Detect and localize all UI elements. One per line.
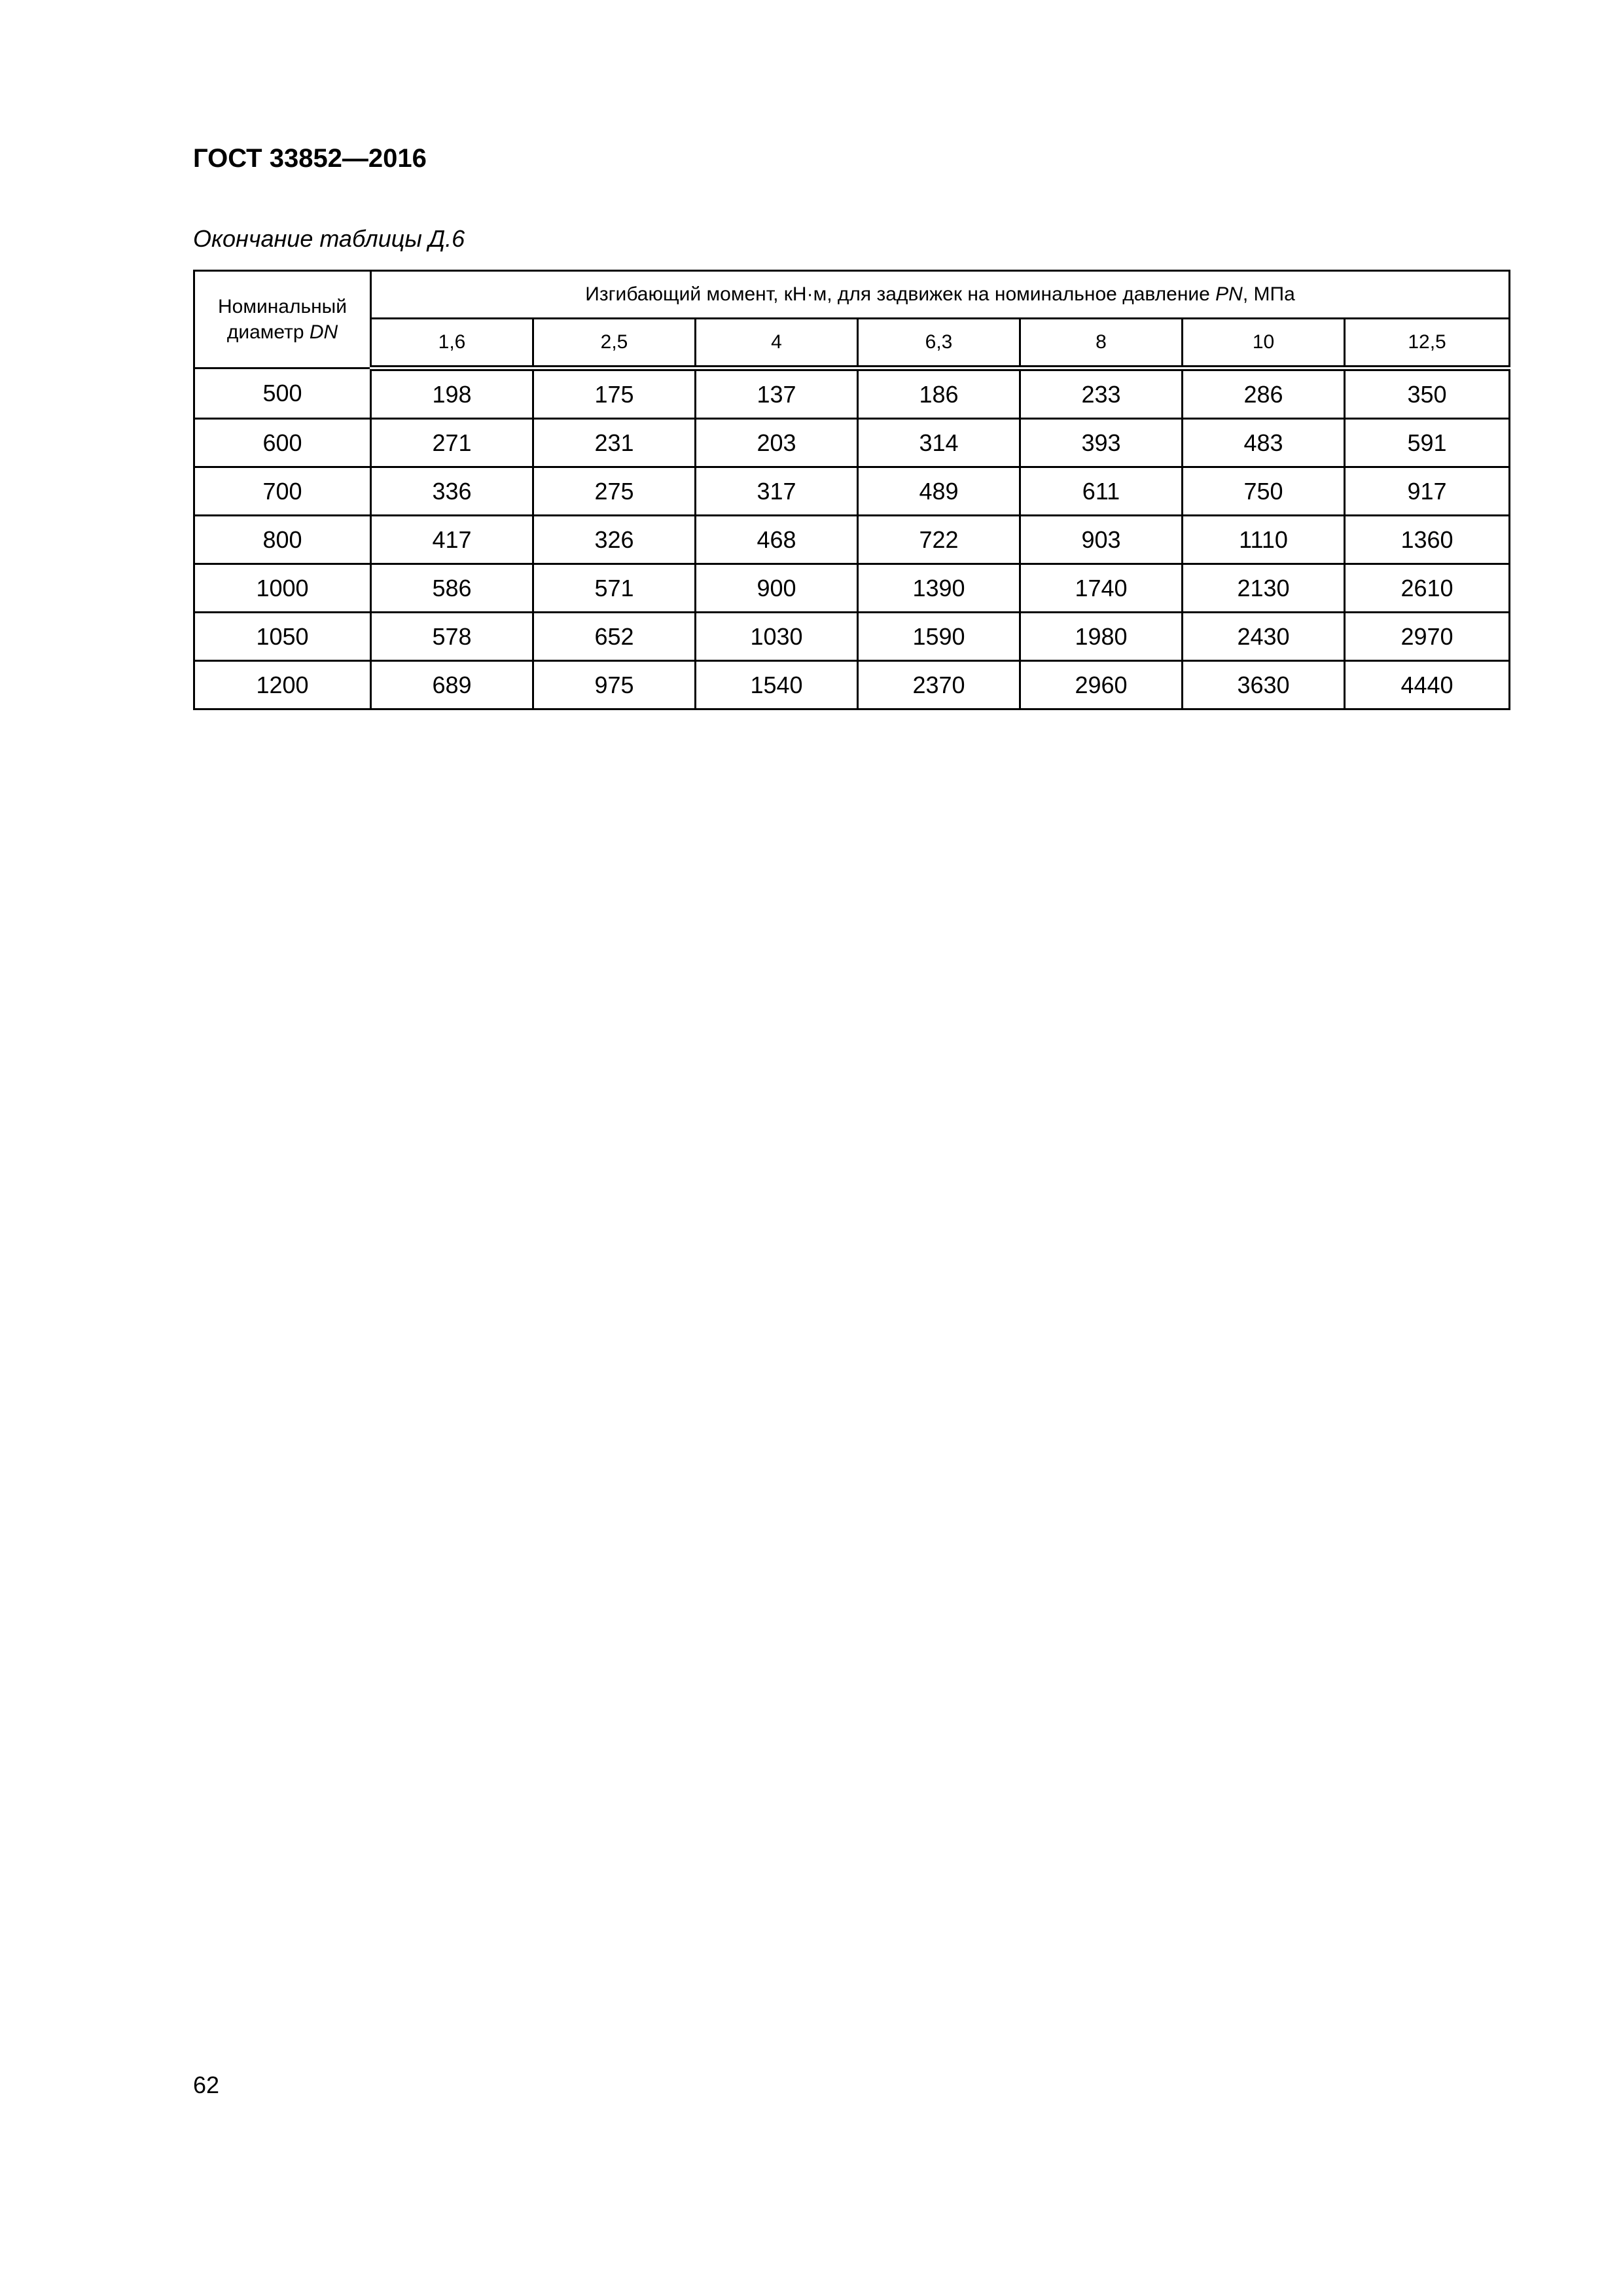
bending-moment-cell: 275 bbox=[533, 467, 696, 516]
bending-moment-cell: 483 bbox=[1183, 419, 1345, 467]
bending-moment-cell: 578 bbox=[371, 613, 533, 661]
table-body bbox=[194, 368, 1510, 709]
bending-moment-cell: 2960 bbox=[1020, 661, 1183, 709]
bending-moment-cell: 1110 bbox=[1183, 516, 1345, 564]
dn-symbol: DN bbox=[309, 321, 338, 343]
table-row bbox=[194, 661, 1510, 709]
nominal-diameter-cell: 800 bbox=[194, 516, 371, 564]
bending-moment-cell: 393 bbox=[1020, 419, 1183, 467]
table-row bbox=[194, 516, 1510, 564]
bending-moment-cell: 468 bbox=[696, 516, 858, 564]
table-row bbox=[194, 467, 1510, 516]
table-row bbox=[194, 613, 1510, 661]
bending-moment-cell: 271 bbox=[371, 419, 533, 467]
nominal-diameter-cell: 600 bbox=[194, 419, 371, 467]
bending-moment-cell: 1360 bbox=[1345, 516, 1510, 564]
pressure-header-cell: 8 bbox=[1020, 319, 1183, 368]
bending-moment-header-text: Изгибающий момент, кН·м, для задвижек на номинальное давление bbox=[585, 283, 1216, 305]
bending-moment-cell: 489 bbox=[858, 467, 1020, 516]
table-row bbox=[194, 564, 1510, 613]
pressure-header-cell: 1,6 bbox=[371, 319, 533, 368]
bending-moment-cell: 314 bbox=[858, 419, 1020, 467]
bending-moment-cell: 2130 bbox=[1183, 564, 1345, 613]
bending-moment-cell: 175 bbox=[533, 368, 696, 419]
nominal-diameter-cell: 1050 bbox=[194, 613, 371, 661]
pressure-header-cell: 2,5 bbox=[533, 319, 696, 368]
bending-moment-cell: 317 bbox=[696, 467, 858, 516]
bending-moment-cell: 611 bbox=[1020, 467, 1183, 516]
nominal-diameter-cell: 1000 bbox=[194, 564, 371, 613]
table-row bbox=[194, 419, 1510, 467]
bending-moment-cell: 1740 bbox=[1020, 564, 1183, 613]
bending-moment-cell: 233 bbox=[1020, 368, 1183, 419]
bending-moment-cell: 722 bbox=[858, 516, 1020, 564]
bending-moment-cell: 203 bbox=[696, 419, 858, 467]
nominal-diameter-header-line1: Номинальный bbox=[217, 296, 347, 317]
bending-moment-cell: 917 bbox=[1345, 467, 1510, 516]
bending-moment-cell: 591 bbox=[1345, 419, 1510, 467]
bending-moment-cell: 417 bbox=[371, 516, 533, 564]
bending-moment-header bbox=[371, 271, 1510, 319]
bending-moment-cell: 350 bbox=[1345, 368, 1510, 419]
nominal-diameter-cell: 700 bbox=[194, 467, 371, 516]
page-number: 62 bbox=[193, 2072, 220, 2098]
bending-moment-cell: 326 bbox=[533, 516, 696, 564]
bending-moment-cell: 2610 bbox=[1345, 564, 1510, 613]
bending-moment-cell: 198 bbox=[371, 368, 533, 419]
bending-moment-cell: 903 bbox=[1020, 516, 1183, 564]
bending-moment-cell: 1590 bbox=[858, 613, 1020, 661]
bending-moment-cell: 571 bbox=[533, 564, 696, 613]
table-caption: Окончание таблицы Д.6 bbox=[193, 225, 465, 252]
pressure-header-cell: 12,5 bbox=[1345, 319, 1510, 368]
bending-moment-cell: 231 bbox=[533, 419, 696, 467]
bending-moment-table bbox=[193, 270, 1510, 710]
bending-moment-cell: 975 bbox=[533, 661, 696, 709]
pressure-header-cell: 4 bbox=[696, 319, 858, 368]
bending-moment-cell: 286 bbox=[1183, 368, 1345, 419]
bending-moment-cell: 3630 bbox=[1183, 661, 1345, 709]
pressure-header-cell: 10 bbox=[1183, 319, 1345, 368]
document-code: ГОСТ 33852—2016 bbox=[193, 144, 427, 173]
nominal-diameter-header bbox=[194, 271, 371, 368]
pressure-header-row bbox=[194, 319, 1510, 368]
bending-moment-cell: 137 bbox=[696, 368, 858, 419]
table-row bbox=[194, 368, 1510, 419]
bending-moment-cell: 652 bbox=[533, 613, 696, 661]
pressure-header-cell: 6,3 bbox=[858, 319, 1020, 368]
bending-moment-cell: 750 bbox=[1183, 467, 1345, 516]
bending-moment-cell: 689 bbox=[371, 661, 533, 709]
nominal-diameter-header-line2: диаметр bbox=[226, 321, 310, 343]
bending-moment-cell: 1980 bbox=[1020, 613, 1183, 661]
pn-symbol: PN bbox=[1215, 283, 1243, 305]
bending-moment-cell: 1540 bbox=[696, 661, 858, 709]
bending-moment-cell: 2370 bbox=[858, 661, 1020, 709]
nominal-diameter-cell: 1200 bbox=[194, 661, 371, 709]
bending-moment-header-unit: , МПа bbox=[1242, 283, 1295, 305]
bending-moment-cell: 1030 bbox=[696, 613, 858, 661]
bending-moment-cell: 4440 bbox=[1345, 661, 1510, 709]
bending-moment-cell: 900 bbox=[696, 564, 858, 613]
nominal-diameter-cell: 500 bbox=[194, 368, 371, 419]
bending-moment-cell: 1390 bbox=[858, 564, 1020, 613]
bending-moment-cell: 336 bbox=[371, 467, 533, 516]
bending-moment-cell: 2970 bbox=[1345, 613, 1510, 661]
bending-moment-cell: 586 bbox=[371, 564, 533, 613]
bending-moment-cell: 2430 bbox=[1183, 613, 1345, 661]
bending-moment-cell: 186 bbox=[858, 368, 1020, 419]
